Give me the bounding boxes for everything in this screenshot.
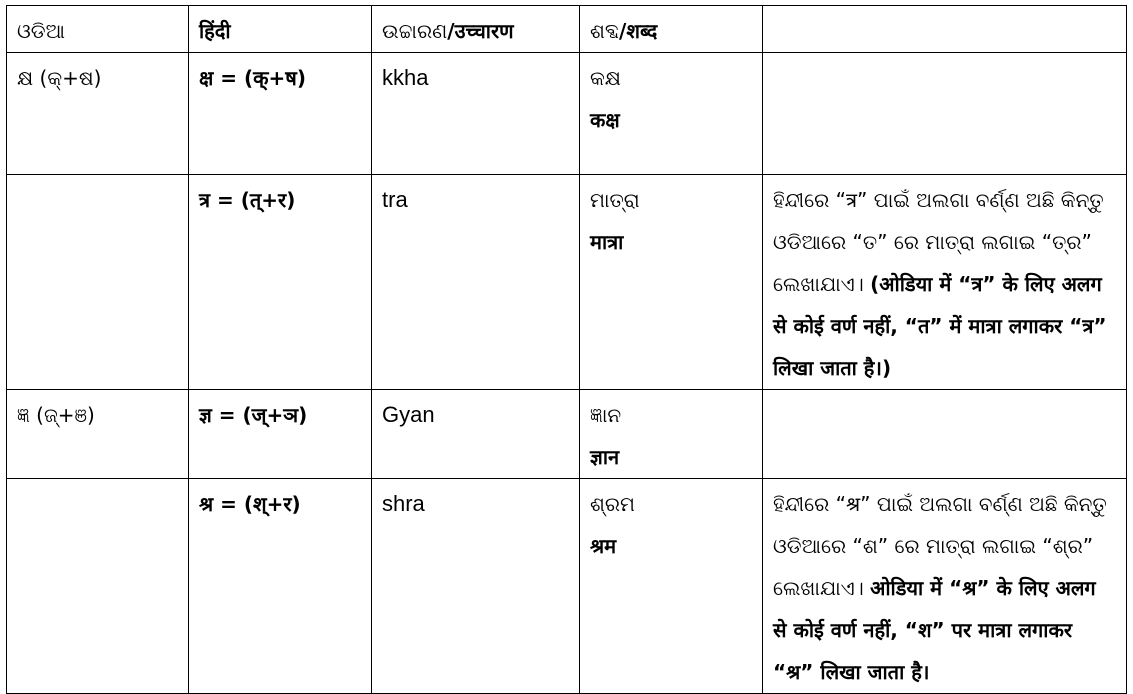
cell-note — [763, 53, 1127, 175]
note-hindi: ओडिया में “श्र” के लिए अलग से कोई वर्ण नहीं, “श” पर मात्रा लगाकर “श्र” लिखा जाता है। — [773, 576, 1096, 684]
cell-note — [763, 479, 1127, 694]
conjunct-table — [6, 5, 1127, 694]
word-hindi: ज्ञान — [590, 445, 620, 469]
cell-word — [580, 175, 763, 390]
cell-word — [580, 390, 763, 479]
table-row — [7, 175, 1127, 390]
header-note — [763, 6, 1127, 53]
cell-odia: ଜ୍ଞ (ଜ୍+ଞ) — [7, 390, 189, 479]
header-odia: ଓଡିଆ — [7, 6, 189, 53]
note-odia: ହିନ୍ଦୀରେ “त्र” ପାଇଁ ଅଲଗା ବର୍ଣ୍ଣ ଅଛି କିନ୍ତୁ ଓଡିଆରେ “ତ” ରେ ମାତ୍ରା ଲଗାଇ “ତ୍ର” ଲେଖାଯାଏ। — [773, 188, 1104, 296]
header-word: ଶବ୍ଦ/शब्द — [580, 6, 763, 53]
cell-odia — [7, 479, 189, 694]
cell-hindi: क्ष = (क्+ष) — [189, 53, 372, 175]
word-odia: ଶ୍ରମ — [590, 492, 635, 516]
cell-odia: କ୍ଷ (କ୍+ଷ) — [7, 53, 189, 175]
word-odia: କକ୍ଷ — [590, 66, 621, 90]
cell-word — [580, 479, 763, 694]
table-row — [7, 53, 1127, 175]
header-pronunciation: ଉଚ୍ଚାରଣ/उच्चारण — [372, 6, 580, 53]
cell-hindi: त्र = (त्+र) — [189, 175, 372, 390]
note-hindi: (ओडिया में “त्र” के लिए अलग से कोई वर्ण नहीं, “त” में मात्रा लगाकर “त्र” लिखा जाता है।) — [773, 272, 1107, 380]
cell-hindi: ज्ञ = (ज्+ञ) — [189, 390, 372, 479]
cell-hindi: श्र = (श्+र) — [189, 479, 372, 694]
word-hindi: मात्रा — [590, 230, 624, 254]
word-hindi: कक्ष — [590, 108, 620, 132]
cell-pronunciation: kkha — [372, 53, 580, 175]
cell-word — [580, 53, 763, 175]
note-odia: ହିନ୍ଦୀରେ “श्र” ପାଇଁ ଅଲଗା ବର୍ଣ୍ଣ ଅଛି କିନ୍ତୁ ଓଡିଆରେ “ଶ” ରେ ମାତ୍ରା ଲଗାଇ “ଶ୍ର” ଲେଖାଯାଏ। — [773, 492, 1107, 600]
header-hindi: हिंदी — [189, 6, 372, 53]
table-row — [7, 479, 1127, 694]
cell-pronunciation: shra — [372, 479, 580, 694]
table-row — [7, 390, 1127, 479]
cell-note — [763, 390, 1127, 479]
cell-note — [763, 175, 1127, 390]
cell-pronunciation: tra — [372, 175, 580, 390]
word-hindi: श्रम — [590, 534, 617, 558]
cell-pronunciation: Gyan — [372, 390, 580, 479]
word-odia: ମାତ୍ରା — [590, 188, 640, 212]
word-odia: ଜ୍ଞାନ — [590, 403, 622, 427]
cell-odia — [7, 175, 189, 390]
table-header-row — [7, 6, 1127, 53]
